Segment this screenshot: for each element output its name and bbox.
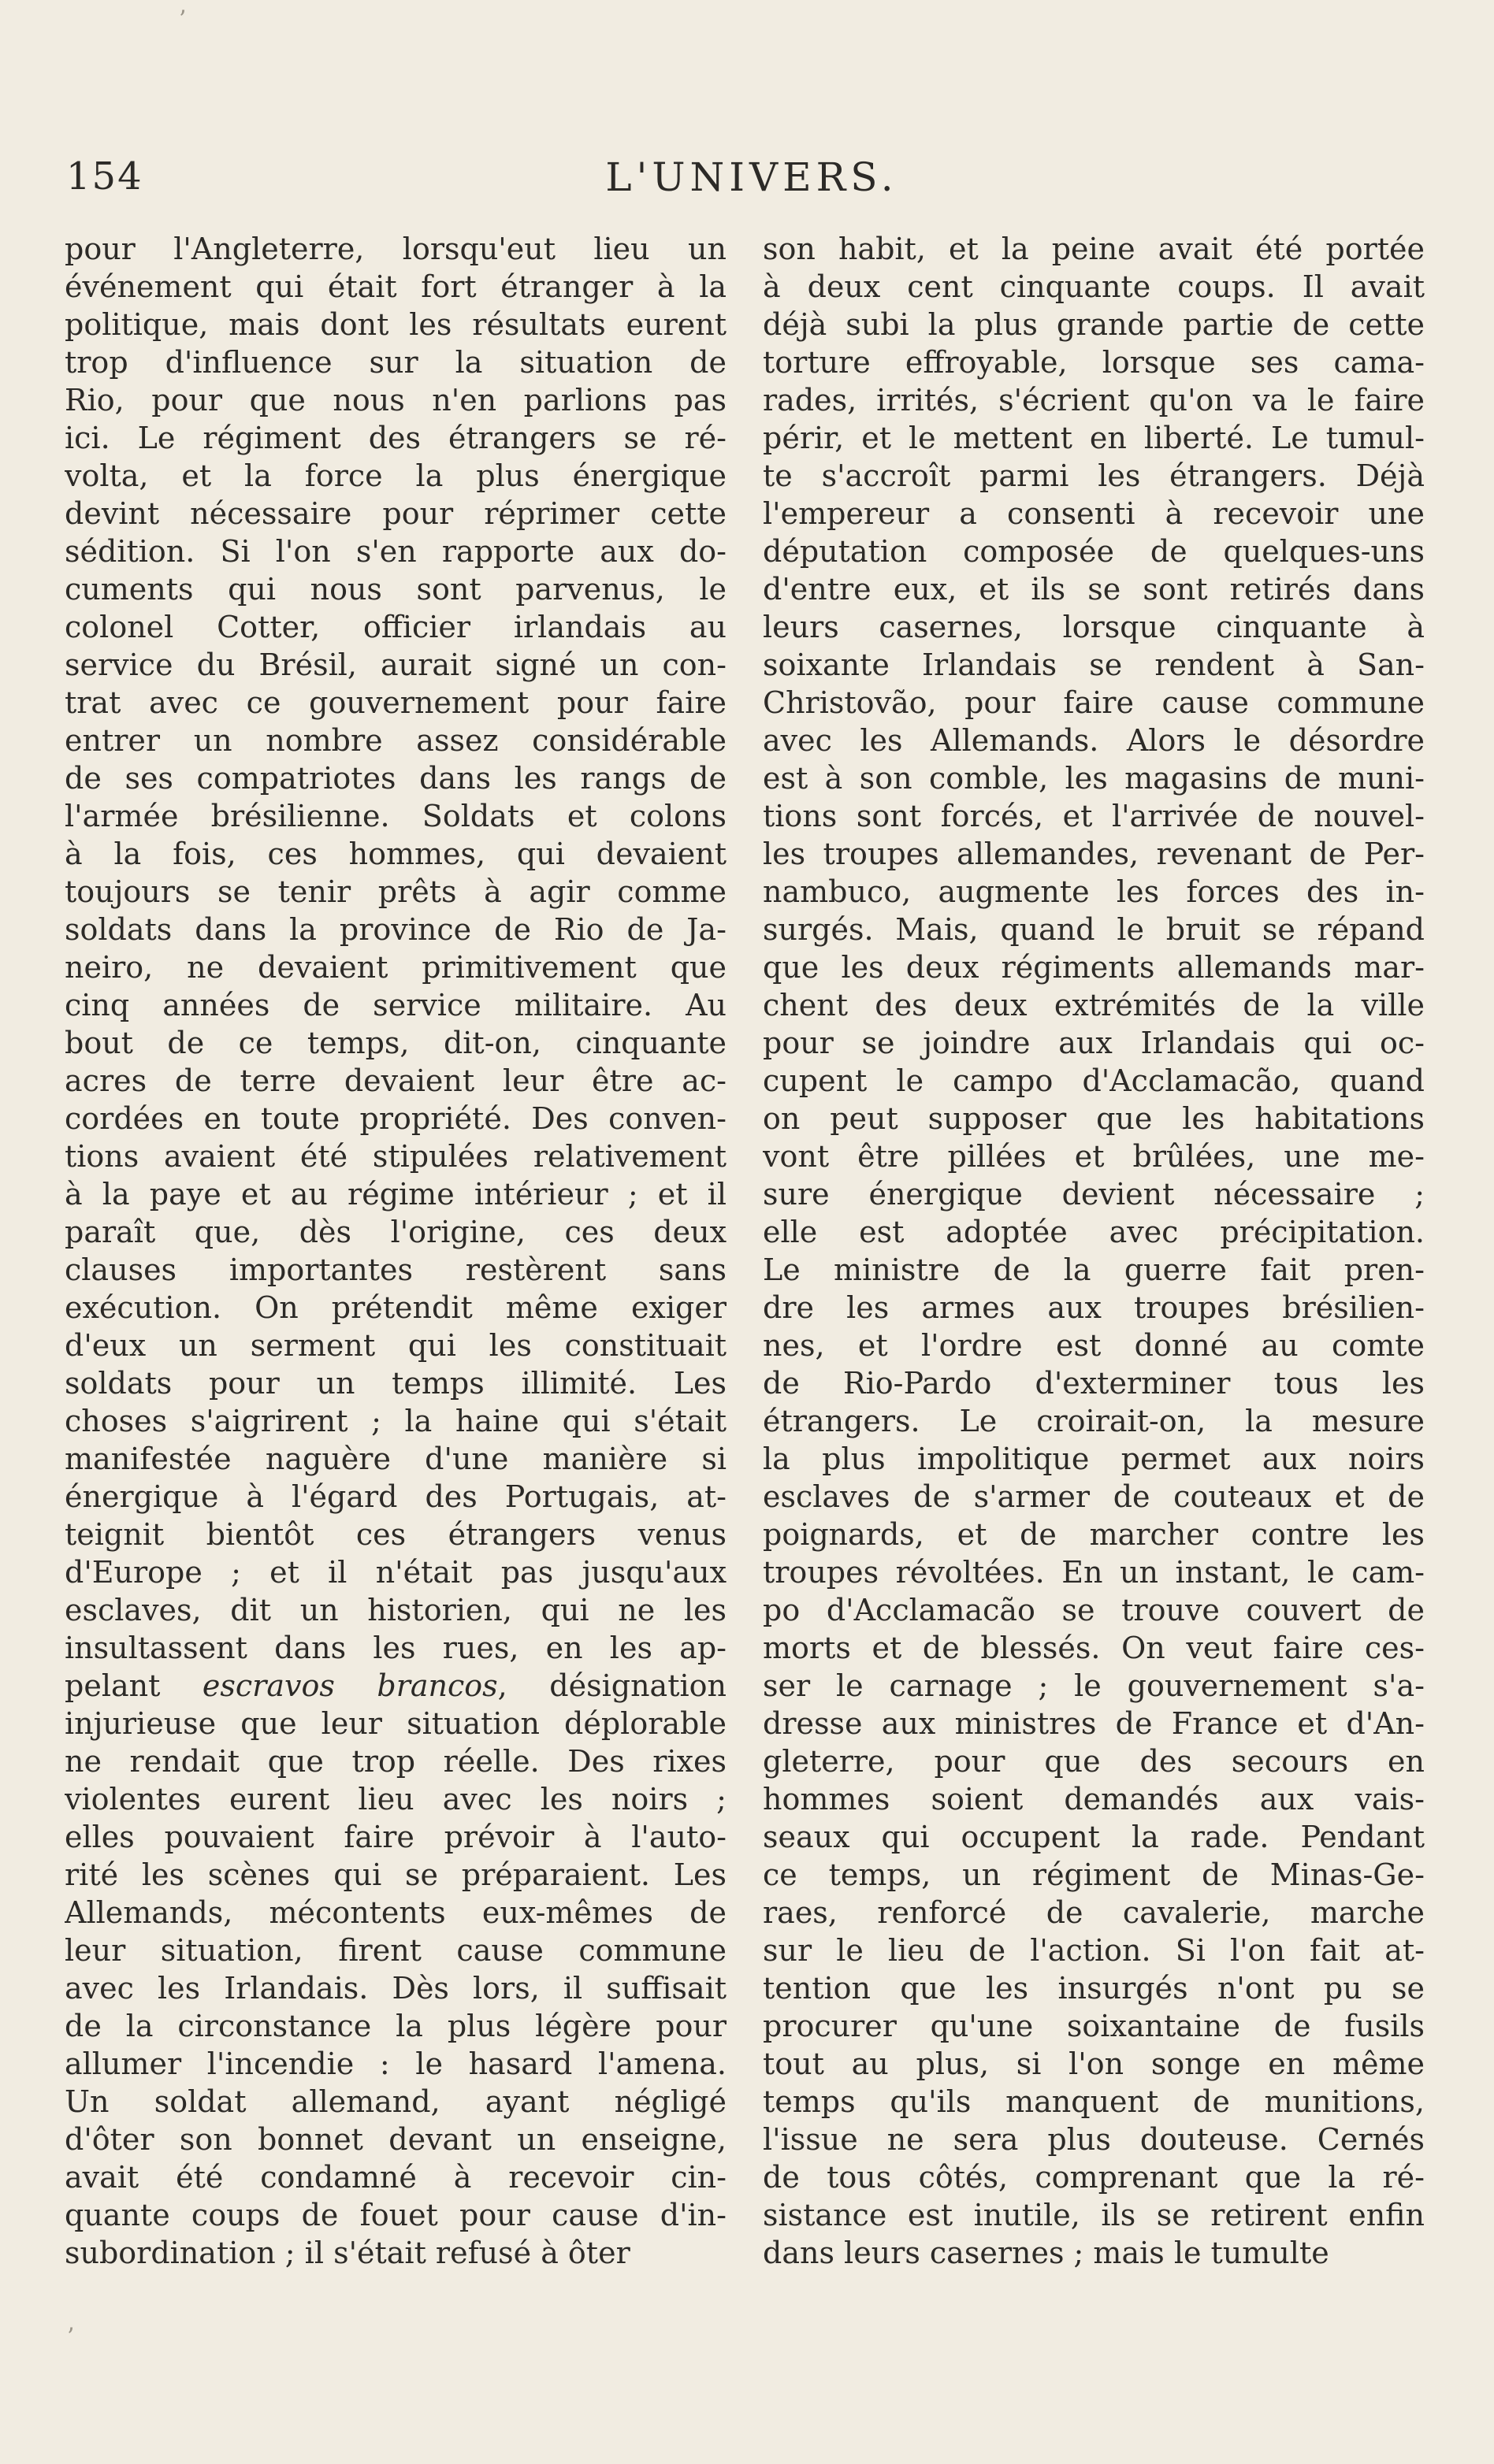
text-line: déjà subi la plus grande partie de cette bbox=[763, 307, 1425, 342]
text-line: acres de terre devaient leur être ac- bbox=[65, 1063, 727, 1098]
text-line: périr, et le mettent en liberté. Le tumul- bbox=[763, 421, 1425, 455]
right-text-column bbox=[763, 230, 1425, 2272]
text-line: de tous côtés, comprenant que la ré- bbox=[763, 2160, 1425, 2195]
text-line: tention que les insurgés n'ont pu se bbox=[763, 1971, 1425, 2006]
text-line: soldats dans la province de Rio de Ja- bbox=[65, 912, 727, 947]
text-line: clauses importantes restèrent sans bbox=[65, 1252, 727, 1287]
italic-phrase: escravos brancos bbox=[202, 1668, 498, 1703]
text-line: hommes soient demandés aux vais- bbox=[763, 1782, 1425, 1816]
text-line: de la circonstance la plus légère pour bbox=[65, 2009, 727, 2043]
text-line: cordées en toute propriété. Des conven- bbox=[65, 1101, 727, 1136]
left-text-column bbox=[65, 230, 727, 2272]
text-line: seaux qui occupent la rade. Pendant bbox=[763, 1820, 1425, 1854]
text-line: rades, irrités, s'écrient qu'on va le faire bbox=[763, 383, 1425, 417]
text-line: injurieuse que leur situation déplorable bbox=[65, 1706, 727, 1741]
text-line: d'entre eux, et ils se sont retirés dans bbox=[763, 572, 1425, 607]
text-line: pour se joindre aux Irlandais qui oc- bbox=[763, 1026, 1425, 1060]
text-line: avait été condamné à recevoir cin- bbox=[65, 2160, 727, 2195]
text-line: sur le lieu de l'action. Si l'on fait at- bbox=[763, 1933, 1425, 1968]
text-line: service du Brésil, aurait signé un con- bbox=[65, 648, 727, 682]
text-line: paraît que, dès l'origine, ces deux bbox=[65, 1215, 727, 1249]
page-number: 154 bbox=[66, 154, 143, 199]
text-line: ici. Le régiment des étrangers se ré- bbox=[65, 421, 727, 455]
text-line: morts et de blessés. On veut faire ces- bbox=[763, 1631, 1425, 1665]
text-line: leur situation, firent cause commune bbox=[65, 1933, 727, 1968]
text-line: dresse aux ministres de France et d'An- bbox=[763, 1706, 1425, 1741]
text-line: volta, et la force la plus énergique bbox=[65, 458, 727, 493]
text-line: pelant escravos brancos, désignation bbox=[65, 1668, 727, 1703]
text-line: à la paye et au régime intérieur ; et il bbox=[65, 1177, 727, 1212]
text-line: bout de ce temps, dit-on, cinquante bbox=[65, 1026, 727, 1060]
text-line: subordination ; il s'était refusé à ôter bbox=[65, 2236, 630, 2270]
text-line: sistance est inutile, ils se retirent enfin bbox=[763, 2198, 1425, 2232]
text-line: esclaves de s'armer de couteaux et de bbox=[763, 1479, 1425, 1514]
text-line: Christovão, pour faire cause commune bbox=[763, 685, 1425, 720]
text-line: elles pouvaient faire prévoir à l'auto- bbox=[65, 1820, 727, 1854]
text-line: dans leurs casernes ; mais le tumulte bbox=[763, 2236, 1329, 2270]
text-line: est à son comble, les magasins de muni- bbox=[763, 761, 1425, 796]
text-line: d'Europe ; et il n'était pas jusqu'aux bbox=[65, 1555, 727, 1590]
text-line: événement qui était fort étranger à la bbox=[65, 269, 727, 304]
text-line: troupes révoltées. En un instant, le cam- bbox=[763, 1555, 1425, 1590]
text-line: raes, renforcé de cavalerie, marche bbox=[763, 1895, 1425, 1930]
text-line: tout au plus, si l'on songe en même bbox=[763, 2047, 1425, 2081]
text-line: politique, mais dont les résultats eurent bbox=[65, 307, 727, 342]
text-line: la plus impolitique permet aux noirs bbox=[763, 1442, 1425, 1476]
text-line: devint nécessaire pour réprimer cette bbox=[65, 496, 727, 531]
text-line: ne rendait que trop réelle. Des rixes bbox=[65, 1744, 727, 1779]
text-line: députation composée de quelques-uns bbox=[763, 534, 1425, 569]
text-line: l'armée brésilienne. Soldats et colons bbox=[65, 799, 727, 833]
text-line: énergique à l'égard des Portugais, at- bbox=[65, 1479, 727, 1514]
text-line: teignit bientôt ces étrangers venus bbox=[65, 1517, 727, 1552]
text-line: soldats pour un temps illimité. Les bbox=[65, 1366, 727, 1401]
text-line: quante coups de fouet pour cause d'in- bbox=[65, 2198, 727, 2232]
text-line: l'empereur a consenti à recevoir une bbox=[763, 496, 1425, 531]
text-line: esclaves, dit un historien, qui ne les bbox=[65, 1593, 727, 1627]
text-line: que les deux régiments allemands mar- bbox=[763, 950, 1425, 985]
text-line: trat avec ce gouvernement pour faire bbox=[65, 685, 727, 720]
text-line: les troupes allemandes, revenant de Per- bbox=[763, 837, 1425, 871]
text-line: vont être pillées et brûlées, une me- bbox=[763, 1139, 1425, 1174]
text-line: neiro, ne devaient primitivement que bbox=[65, 950, 727, 985]
text-line: cupent le campo d'Acclamacão, quand bbox=[763, 1063, 1425, 1098]
text-line: exécution. On prétendit même exiger bbox=[65, 1290, 727, 1325]
text-line: procurer qu'une soixantaine de fusils bbox=[763, 2009, 1425, 2043]
text-line: Allemands, mécontents eux-mêmes de bbox=[65, 1895, 727, 1930]
text-line: leurs casernes, lorsque cinquante à bbox=[763, 610, 1425, 644]
text-line: de Rio-Pardo d'exterminer tous les bbox=[763, 1366, 1425, 1401]
text-line: soixante Irlandais se rendent à San- bbox=[763, 648, 1425, 682]
text-line: chent des deux extrémités de la ville bbox=[763, 988, 1425, 1022]
text-line: ser le carnage ; le gouvernement s'a- bbox=[763, 1668, 1425, 1703]
text-line: poignards, et de marcher contre les bbox=[763, 1517, 1425, 1552]
text-line: nambuco, augmente les forces des in- bbox=[763, 874, 1425, 909]
text-line: de ses compatriotes dans les rangs de bbox=[65, 761, 727, 796]
text-line: on peut supposer que les habitations bbox=[763, 1101, 1425, 1136]
text-line: Le ministre de la guerre fait pren- bbox=[763, 1252, 1425, 1287]
text-line: allumer l'incendie : le hasard l'amena. bbox=[65, 2047, 727, 2081]
text-line: avec les Irlandais. Dès lors, il suffisait bbox=[65, 1971, 727, 2006]
text-line: trop d'influence sur la situation de bbox=[65, 345, 727, 380]
text-line: toujours se tenir prêts à agir comme bbox=[65, 874, 727, 909]
text-line: gleterre, pour que des secours en bbox=[763, 1744, 1425, 1779]
text-line: nes, et l'ordre est donné au comte bbox=[763, 1328, 1425, 1363]
text-line: l'issue ne sera plus douteuse. Cernés bbox=[763, 2122, 1425, 2157]
text-line: manifestée naguère d'une manière si bbox=[65, 1442, 727, 1476]
text-line: ce temps, un régiment de Minas-Ge- bbox=[763, 1857, 1425, 1892]
text-line: étrangers. Le croirait-on, la mesure bbox=[763, 1404, 1425, 1438]
text-line: entrer un nombre assez considérable bbox=[65, 723, 727, 758]
running-title: L'UNIVERS. bbox=[605, 154, 898, 200]
text-line: dre les armes aux troupes brésilien- bbox=[763, 1290, 1425, 1325]
paper-speck: ʼ bbox=[66, 2324, 74, 2351]
text-line: d'eux un serment qui les constituait bbox=[65, 1328, 727, 1363]
text-line: à la fois, ces hommes, qui devaient bbox=[65, 837, 727, 871]
paper-speck: ʼ bbox=[178, 6, 186, 34]
text-line: d'ôter son bonnet devant un enseigne, bbox=[65, 2122, 727, 2157]
text-line: insultassent dans les rues, en les ap- bbox=[65, 1631, 727, 1665]
text-line: tions avaient été stipulées relativement bbox=[65, 1139, 727, 1174]
text-line: torture effroyable, lorsque ses cama- bbox=[763, 345, 1425, 380]
text-line: cuments qui nous sont parvenus, le bbox=[65, 572, 727, 607]
text-line: te s'accroît parmi les étrangers. Déjà bbox=[763, 458, 1425, 493]
text-line: tions sont forcés, et l'arrivée de nouvel- bbox=[763, 799, 1425, 833]
text-line: Rio, pour que nous n'en parlions pas bbox=[65, 383, 727, 417]
text-line: sédition. Si l'on s'en rapporte aux do- bbox=[65, 534, 727, 569]
text-line: Un soldat allemand, ayant négligé bbox=[65, 2084, 727, 2119]
text-line: po d'Acclamacão se trouve couvert de bbox=[763, 1593, 1425, 1627]
text-line: à deux cent cinquante coups. Il avait bbox=[763, 269, 1425, 304]
text-line: colonel Cotter, officier irlandais au bbox=[65, 610, 727, 644]
text-line: choses s'aigrirent ; la haine qui s'était bbox=[65, 1404, 727, 1438]
text-line: son habit, et la peine avait été portée bbox=[763, 232, 1425, 266]
text-line: elle est adoptée avec précipitation. bbox=[763, 1215, 1425, 1249]
page-header bbox=[66, 154, 1437, 210]
text-line: surgés. Mais, quand le bruit se répand bbox=[763, 912, 1425, 947]
text-line: avec les Allemands. Alors le désordre bbox=[763, 723, 1425, 758]
text-line: sure énergique devient nécessaire ; bbox=[763, 1177, 1425, 1212]
text-line: violentes eurent lieu avec les noirs ; bbox=[65, 1782, 727, 1816]
text-line: rité les scènes qui se préparaient. Les bbox=[65, 1857, 727, 1892]
text-line: cinq années de service militaire. Au bbox=[65, 988, 727, 1022]
text-line: pour l'Angleterre, lorsqu'eut lieu un bbox=[65, 232, 727, 266]
text-line: temps qu'ils manquent de munitions, bbox=[763, 2084, 1425, 2119]
